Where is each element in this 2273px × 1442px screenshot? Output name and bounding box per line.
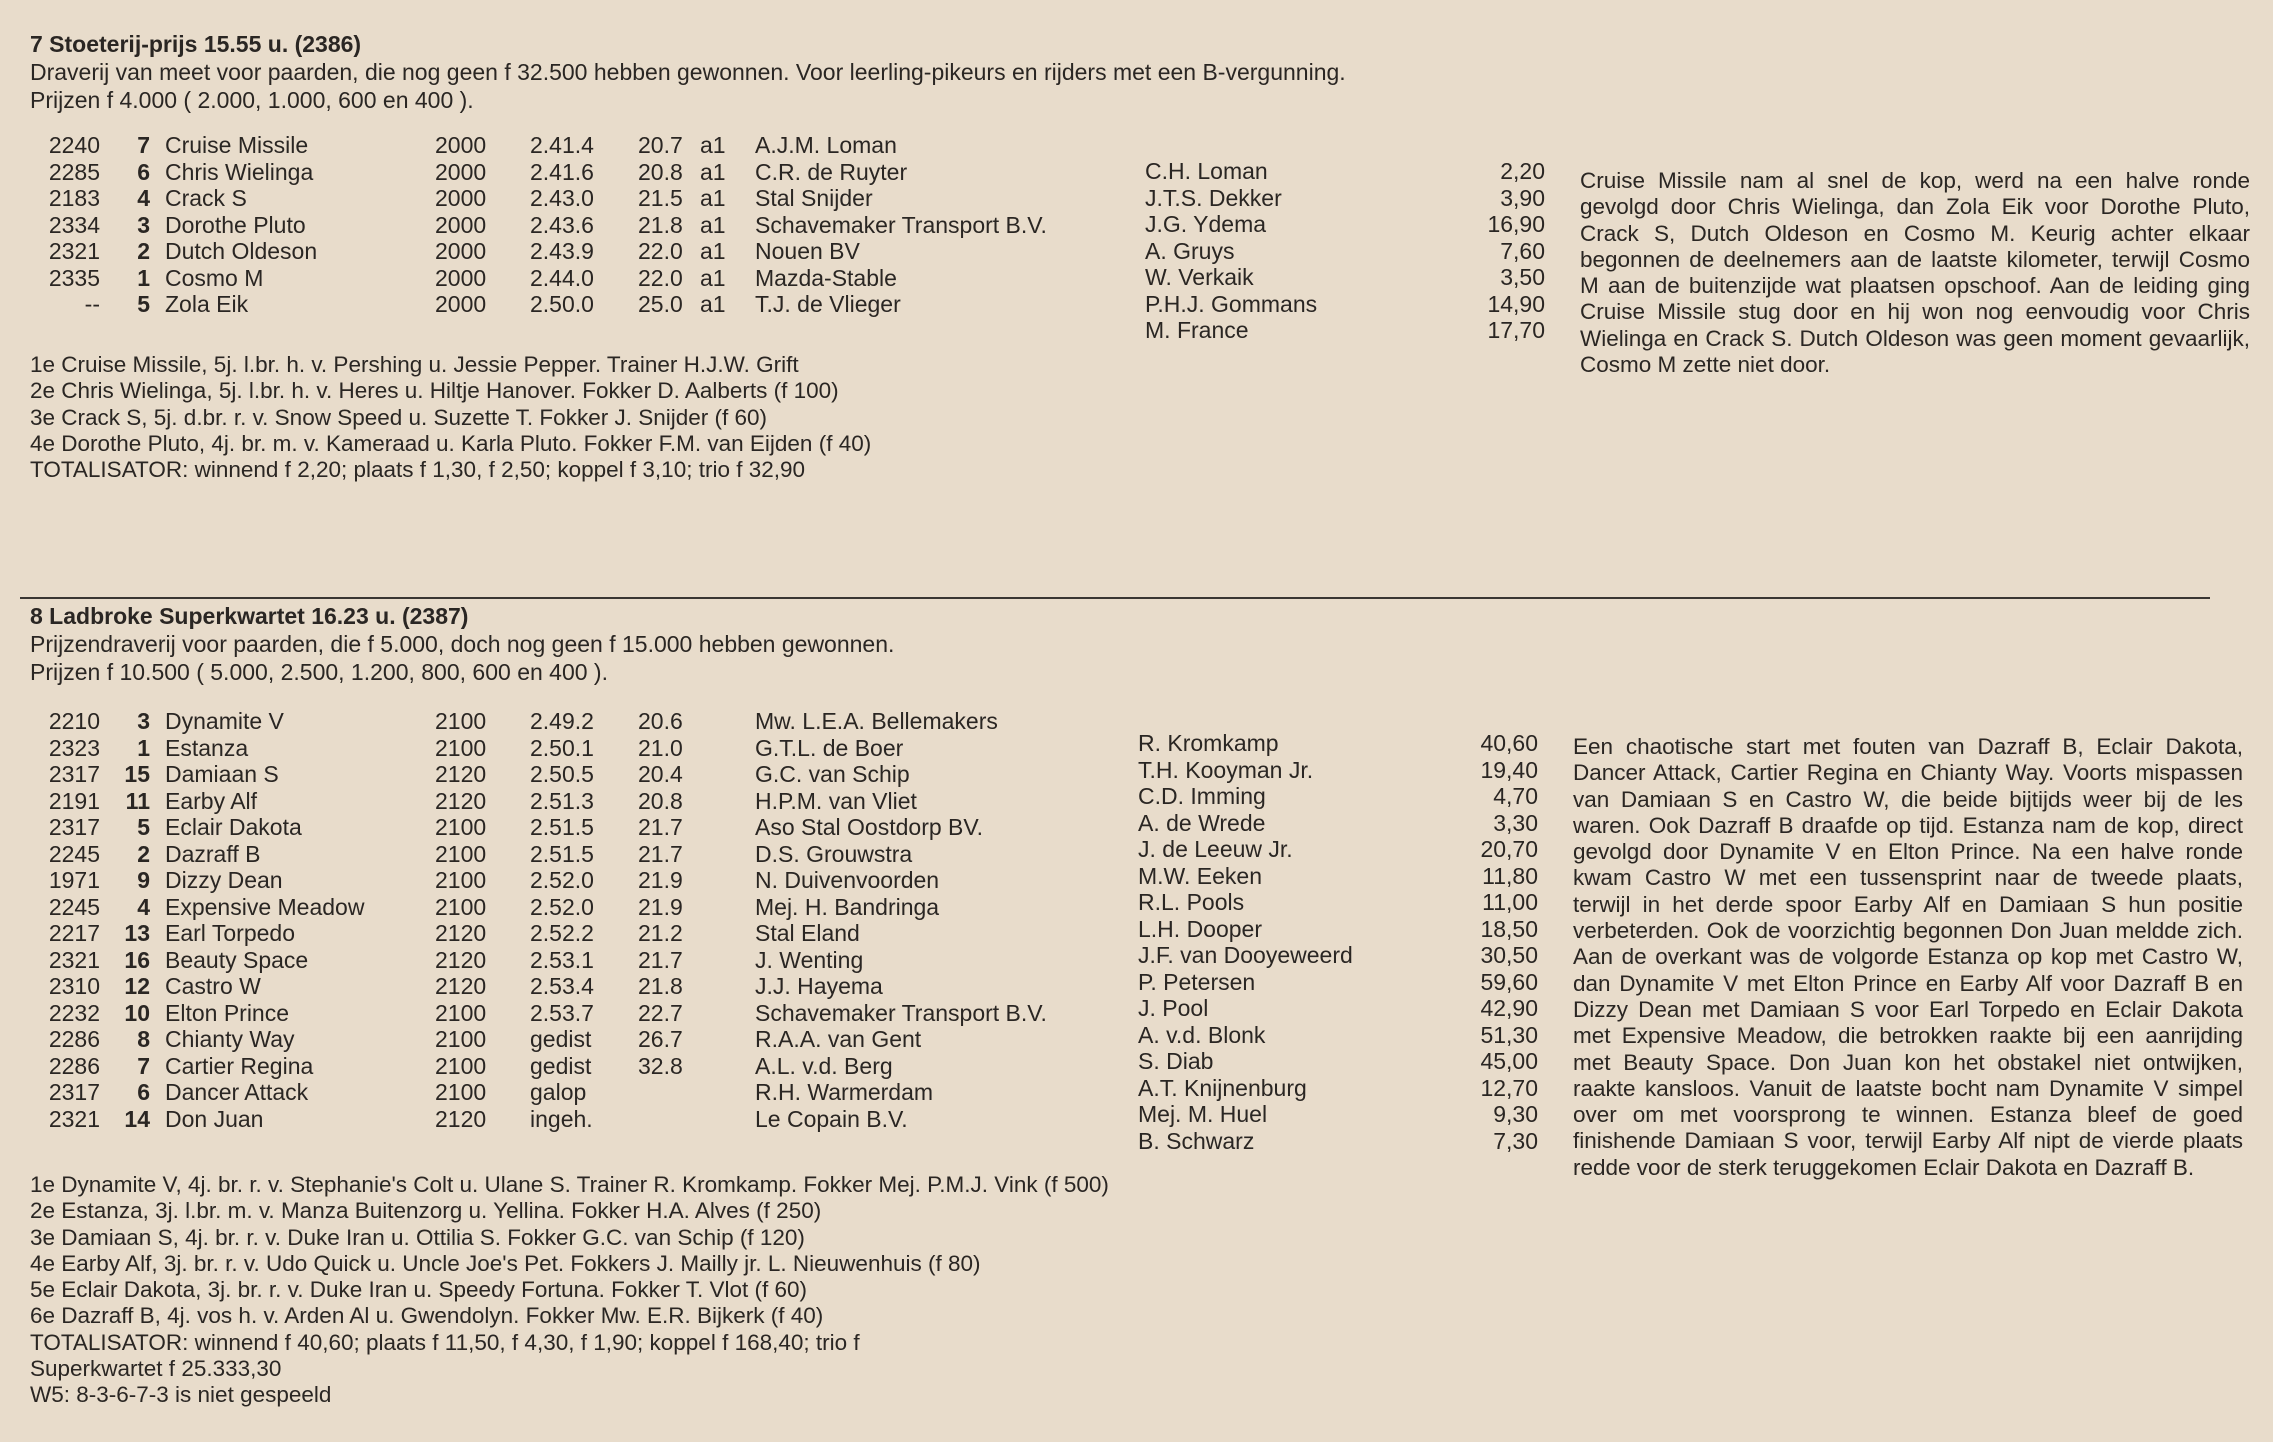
driver-row: J.F. van Dooyeweerd 30,50 xyxy=(1138,942,1538,968)
race-prizes: Prijzen f 4.000 ( 2.000, 1.000, 600 en 400 ). xyxy=(30,87,474,113)
driver-row: M. France 17,70 xyxy=(1145,317,1545,343)
drivers-odds-column xyxy=(1145,158,1545,344)
totalisator-line: TOTALISATOR: winnend f 2,20; plaats f 1,30, f 2,50; koppel f 3,10; trio f 32,90 xyxy=(30,457,806,483)
placings-list xyxy=(30,1172,1230,1409)
driver-row: C.D. Imming 4,70 xyxy=(1138,783,1538,809)
drivers-odds-column xyxy=(1138,730,1538,1154)
table-row: 2317 15 Damiaan S 2120 2.50.5 20.4 G.C. van Schip xyxy=(48,761,910,787)
race-conditions: Prijzendraverij voor paarden, die f 5.000, doch nog geen f 15.000 hebben gewonnen. xyxy=(30,631,895,657)
table-row: 2334 3 Dorothe Pluto 2000 2.43.6 21.8 a1 Schavemaker Transport B.V. xyxy=(48,211,1047,238)
placing-line: 1e Cruise Missile, 5j. l.br. h. v. Pershing u. Jessie Pepper. Trainer H.J.W. Grift xyxy=(30,352,799,377)
race-conditions: Draverij van meet voor paarden, die nog geen f 32.500 hebben gewonnen. Voor leerling-pikeurs en rijders met een B-vergunning. xyxy=(30,59,1346,85)
driver-row: P. Petersen 59,60 xyxy=(1138,968,1538,995)
table-row: 2310 12 Castro W 2120 2.53.4 21.8 J.J. Hayema xyxy=(48,973,883,999)
driver-row: M.W. Eeken 11,80 xyxy=(1138,862,1538,889)
superkwartet-line: Superkwartet f 25.333,30 xyxy=(30,1356,282,1382)
race-8-section xyxy=(30,602,2243,1408)
table-row: 2321 14 Don Juan 2120 ingeh. Le Copain B.V. xyxy=(48,1105,908,1132)
table-row: 2210 3 Dynamite V 2100 2.49.2 20.6 Mw. L.E.A. Bellemakers xyxy=(48,708,998,734)
table-row: 2286 7 Cartier Regina 2100 gedist 32.8 A.L. v.d. Berg xyxy=(48,1052,893,1079)
placing-line: 3e Crack S, 5j. d.br. r. v. Snow Speed u. Suzette T. Fokker J. Snijder (f 60) xyxy=(30,404,768,430)
placing-line: 4e Dorothe Pluto, 4j. br. m. v. Kameraad u. Karla Pluto. Fokker F.M. van Eijden (f 40) xyxy=(30,430,872,456)
race-prizes: Prijzen f 10.500 ( 5.000, 2.500, 1.200, 800, 600 en 400 ). xyxy=(30,659,608,685)
race-report: Een chaotische start met fouten van Dazraff B, Eclair Dakota, Dancer Attack, Cartier Regina en Chianty Way. Voorts mispassen van Damiaan S en Castro W, die beide bijtijds weer bij de les waren. Ook Dazraff B draafde op tijd. Estanza nam de kop, direct gevolgd door Dynamite V en Elton Prince. Na een halve ronde kwam Castro W met een tussensprint naar de tweede plaats, terwijl in het derde spoor Earby Alf en Damiaan S hun positie verbeterden. Ook de voorzichtig begonnen Don Juan meldde zich. Aan de overkant was de volgorde Estanza op kop met Castro W, dan Dynamite V met Elton Prince en Earby Alf voor Dazraff B en Dizzy Dean met Damiaan S voor Earl Torpedo en Eclair Dakota met Expensive Meadow, die betrokken raakte bij een aanrijding met Beauty Space. Don Juan kon het obstakel niet ontwijken, raakte kansloos. Vanuit de laatste bocht nam Dynamite V simpel over om met voorsprong te winnen. Estanza bleef de goed finishende Damiaan S voor, terwijl Earby Alf nipt de vierde plaats redde voor de sterk teruggekomen Eclair Dakota en Dazraff B. xyxy=(1573,734,2243,1180)
driver-row: A. Gruys 7,60 xyxy=(1145,237,1545,264)
driver-row: B. Schwarz 7,30 xyxy=(1138,1127,1538,1154)
table-row: 2232 10 Elton Prince 2100 2.53.7 22.7 Schavemaker Transport B.V. xyxy=(48,999,1047,1026)
driver-row: R. Kromkamp 40,60 xyxy=(1138,730,1538,756)
placings-list xyxy=(30,352,1130,483)
placing-line: 5e Eclair Dakota, 3j. br. r. v. Duke Iran u. Speedy Fortuna. Fokker T. Vlot (f 60) xyxy=(30,1277,808,1303)
table-row: 2286 8 Chianty Way 2100 gedist 26.7 R.A.A. van Gent xyxy=(48,1026,922,1052)
table-row: 2240 7 Cruise Missile 2000 2.41.4 20.7 a1 A.J.M. Loman xyxy=(48,132,897,158)
table-row: 2285 6 Chris Wielinga 2000 2.41.6 20.8 a1 C.R. de Ruyter xyxy=(48,158,908,185)
driver-row: R.L. Pools 11,00 xyxy=(1138,889,1538,915)
placing-line: 3e Damiaan S, 4j. br. r. v. Duke Iran u. Ottilia S. Fokker G.C. van Schip (f 120) xyxy=(30,1224,805,1250)
race-header xyxy=(30,30,2230,114)
race-report: Cruise Missile nam al snel de kop, werd na een halve ronde gevolgd door Chris Wielinga, dan Zola Eik voor Dorothe Pluto, Crack S, Dutch Oldeson en Cosmo M. Keurig achter elkaar begonnen de deelnemers aan de laatste kilometer, terwijl Cosmo M aan de buitenzijde wat plaatsen opschoof. Aan de leiding ging Cruise Missile stug door en hij won nog eenvoudig voor Chris Wielinga en Crack S. Dutch Oldeson was geen moment gevaarlijk, Cosmo M zette niet door. xyxy=(1580,168,2250,378)
table-row: 2321 2 Dutch Oldeson 2000 2.43.9 22.0 a1 Nouen BV xyxy=(48,238,860,264)
table-row: 2317 6 Dancer Attack 2100 galop R.H. Warmerdam xyxy=(48,1079,934,1105)
table-row: 2245 2 Dazraff B 2100 2.51.5 21.7 D.S. Grouwstra xyxy=(48,840,913,867)
driver-row: P.H.J. Gommans 14,90 xyxy=(1145,290,1545,317)
driver-row: J. de Leeuw Jr. 20,70 xyxy=(1138,836,1538,862)
table-row: 1971 9 Dizzy Dean 2100 2.52.0 21.9 N. Duivenvoorden xyxy=(48,867,940,893)
placing-line: 4e Earby Alf, 3j. br. r. v. Udo Quick u. Uncle Joe's Pet. Fokkers J. Mailly jr. L. Nieuwenhuis (f 80) xyxy=(30,1250,981,1276)
table-row: -- 5 Zola Eik 2000 2.50.0 25.0 a1 T.J. de Vlieger xyxy=(84,291,901,317)
table-row: 2183 4 Crack S 2000 2.43.0 21.5 a1 Stal Snijder xyxy=(48,185,873,211)
table-row: 2191 11 Earby Alf 2120 2.51.3 20.8 H.P.M. van Vliet xyxy=(48,787,917,814)
race-header xyxy=(30,602,2230,686)
driver-row: J.T.S. Dekker 3,90 xyxy=(1145,184,1545,211)
placing-line: 2e Chris Wielinga, 5j. l.br. h. v. Heres u. Hiltje Hanover. Fokker D. Aalberts (f 100) xyxy=(30,378,839,404)
driver-row: J.G. Ydema 16,90 xyxy=(1145,211,1545,237)
driver-row: A. v.d. Blonk 51,30 xyxy=(1138,1021,1538,1048)
race-title: 7 Stoeterij-prijs 15.55 u. (2386) xyxy=(30,31,362,57)
driver-row: T.H. Kooyman Jr. 19,40 xyxy=(1138,756,1538,783)
driver-row: A.T. Knijnenburg 12,70 xyxy=(1138,1074,1538,1101)
placing-line: 2e Estanza, 3j. l.br. m. v. Manza Buitenzorg u. Yellina. Fokker H.A. Alves (f 250) xyxy=(30,1198,822,1224)
driver-row: A. de Wrede 3,30 xyxy=(1138,809,1538,836)
section-divider xyxy=(20,597,2210,599)
table-row: 2217 13 Earl Torpedo 2120 2.52.2 21.2 Stal Eland xyxy=(48,920,860,946)
table-row: 2323 1 Estanza 2100 2.50.1 21.0 G.T.L. de Boer xyxy=(48,734,904,761)
driver-row: L.H. Dooper 18,50 xyxy=(1138,915,1538,942)
table-row: 2245 4 Expensive Meadow 2100 2.52.0 21.9 Mej. H. Bandringa xyxy=(48,893,940,920)
driver-row: C.H. Loman 2,20 xyxy=(1145,158,1545,184)
race-7-section xyxy=(30,30,2250,483)
driver-row: J. Pool 42,90 xyxy=(1138,995,1538,1021)
placing-line: 1e Dynamite V, 4j. br. r. v. Stephanie's Colt u. Ulane S. Trainer R. Kromkamp. Fokker Mej. P.M.J. Vink (f 500) xyxy=(30,1172,1109,1197)
table-row: 2317 5 Eclair Dakota 2100 2.51.5 21.7 Aso Stal Oostdorp BV. xyxy=(48,814,984,840)
driver-row: Mej. M. Huel 9,30 xyxy=(1138,1101,1538,1127)
table-row: 2321 16 Beauty Space 2120 2.53.1 21.7 J. Wenting xyxy=(48,946,864,973)
race-title: 8 Ladbroke Superkwartet 16.23 u. (2387) xyxy=(30,603,469,629)
driver-row: W. Verkaik 3,50 xyxy=(1145,264,1545,290)
table-row: 2335 1 Cosmo M 2000 2.44.0 22.0 a1 Mazda-Stable xyxy=(48,264,897,291)
totalisator-line: TOTALISATOR: winnend f 40,60; plaats f 11,50, f 4,30, f 1,90; koppel f 168,40; trio f xyxy=(30,1329,860,1355)
w5-line: W5: 8-3-6-7-3 is niet gespeeld xyxy=(30,1382,332,1408)
placing-line: 6e Dazraff B, 4j. vos h. v. Arden Al u. Gwendolyn. Fokker Mw. E.R. Bijkerk (f 40) xyxy=(30,1303,824,1329)
driver-row: S. Diab 45,00 xyxy=(1138,1048,1538,1074)
